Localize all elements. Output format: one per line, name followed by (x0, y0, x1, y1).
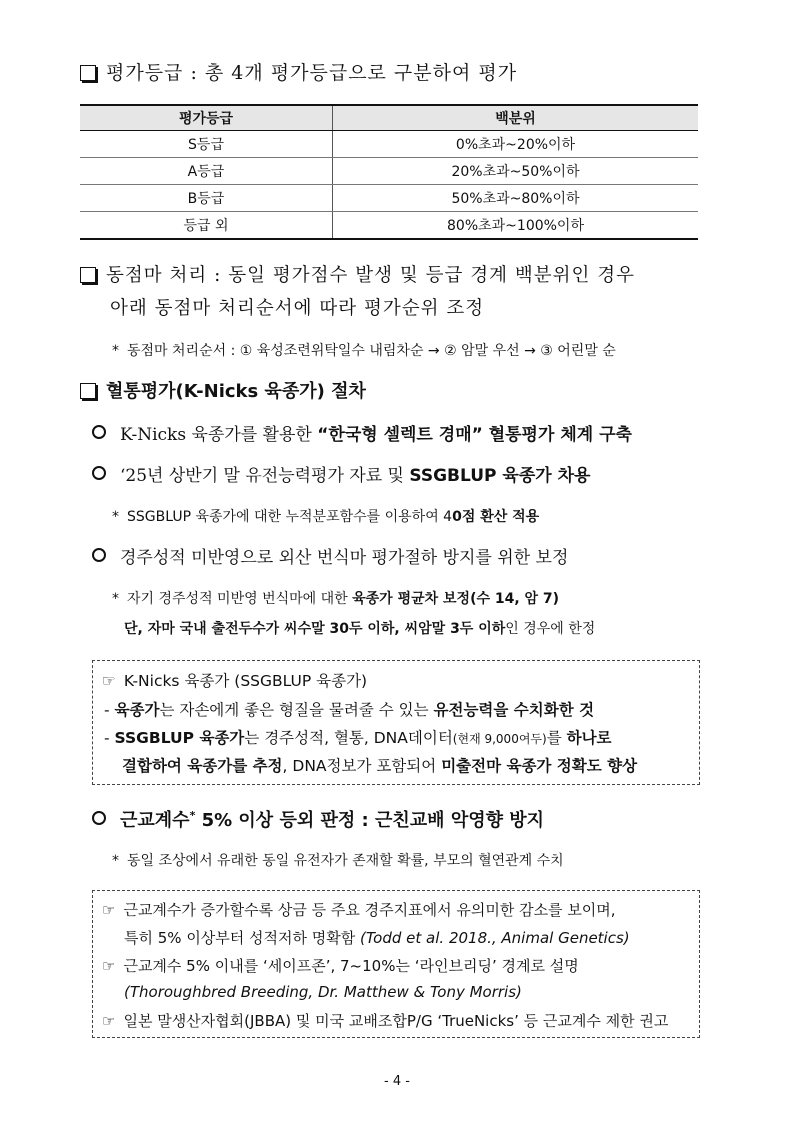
inbreeding-box-line-2 (124, 927, 630, 948)
text: 근교계수가 증가할수록 상금 등 주요 경주지표에서 유의미한 감소를 보이며, (123, 901, 616, 919)
text: 일본 말생산자협회(JBBA) 및 미국 교배조합P/G ‘TrueNicks’ 등 근교계수 제한 권고 (123, 1012, 669, 1030)
table-cell: A등급 (80, 158, 333, 185)
circle-bullet-icon (92, 548, 106, 562)
pointing-hand-icon: ☞ (102, 1012, 116, 1030)
table-row (80, 212, 698, 240)
tie-note (112, 340, 616, 360)
section-pedigree-title: 혈통평가(K-Nicks 육종가) 절차 (106, 381, 366, 402)
checkbox-bullet-icon (80, 383, 96, 399)
table-row (80, 131, 698, 158)
tie-line-1: 동점마 처리 : 동일 평가점수 발생 및 등급 경계 백분위인 경우 (106, 265, 635, 286)
item-text: K-Nicks 육종가를 활용한 (120, 425, 318, 445)
pointing-hand-icon: ☞ (102, 901, 116, 919)
pedigree-note-1 (112, 506, 539, 526)
item-emphasis: SSGBLUP 육종가 차용 (409, 466, 591, 486)
page-number: - 4 - (384, 1074, 410, 1089)
table-header: 백분위 (333, 105, 699, 131)
checkbox-bullet-icon (80, 65, 96, 81)
note-emphasis: 0점 환산 적용 (452, 509, 540, 525)
note-text: 동일 조상에서 유래한 동일 유전자가 존재할 확률, 부모의 혈연관계 수치 (127, 853, 564, 869)
knicks-box-line-1 (104, 698, 594, 720)
small-text: (현재 9,000여두) (452, 732, 547, 746)
dash-bullet: - (104, 701, 110, 719)
emphasis: 결합하여 육종가를 추정 (122, 757, 283, 775)
citation: (Todd et al. 2018., Animal Genetics) (360, 929, 630, 947)
circle-bullet-icon (92, 811, 106, 825)
note-text: SSGBLUP 육종가에 대한 누적분포함수를 이용하여 4 (127, 509, 453, 525)
section-tie-heading (80, 261, 635, 287)
pedigree-note-2-cont (124, 618, 595, 638)
table-row (80, 185, 698, 212)
heading-text: 5% 이상 등외 판정 : 근친교배 악영향 방지 (195, 810, 545, 831)
box-title-text: K-Nicks 육종가 (SSGBLUP 육종가) (123, 672, 368, 690)
circle-bullet-icon (92, 466, 106, 480)
tie-note-text: 동점마 처리순서 : ① 육성조련위탁일수 내림차순 → ② 암말 우선 → ③ 어린말 순 (127, 343, 616, 359)
inbreeding-box-line-1 (102, 899, 616, 920)
heading-text: 근교계수 (120, 810, 190, 831)
pedigree-item-2 (92, 461, 590, 486)
emphasis: SSGBLUP 육종가 (114, 729, 245, 747)
text: 특히 5% 이상부터 성적저하 명확함 (124, 929, 361, 947)
table-row (80, 158, 698, 185)
asterisk: * (112, 509, 119, 525)
table-cell: 80%초과~100%이하 (333, 212, 699, 240)
inbreeding-box-line-3 (102, 955, 579, 976)
dash-bullet: - (104, 729, 110, 747)
pedigree-item-1 (92, 420, 632, 445)
text: 를 (546, 729, 567, 747)
emphasis: 육종가 (114, 701, 160, 719)
pedigree-note-2 (112, 588, 559, 608)
note-emphasis: 육종가 평균차 보정(수 14, 암 7) (352, 591, 560, 607)
grade-table (80, 104, 698, 240)
table-cell: 20%초과~50%이하 (333, 158, 699, 185)
pedigree-item-3 (92, 543, 568, 568)
section-pedigree-heading (80, 377, 366, 403)
footnote-marker: * (189, 809, 196, 822)
note-text: 자기 경주성적 미반영 번식마에 대한 (127, 591, 353, 607)
knicks-box-line-3 (122, 754, 637, 776)
table-cell: S등급 (80, 131, 333, 158)
item-emphasis: “한국형 셀렉트 경매” 혈통평가 체계 구축 (317, 425, 632, 445)
note-text: 인 경우에 한정 (505, 621, 596, 637)
asterisk: * (112, 343, 119, 359)
citation: (Thoroughbred Breeding, Dr. Matthew & Tony Morris) (124, 983, 522, 1001)
text: , DNA정보가 포함되어 (282, 757, 442, 775)
checkbox-bullet-icon (80, 267, 96, 283)
text: 는 경주성적, 혈통, DNA데이터 (244, 729, 453, 747)
emphasis: 미출전마 육종가 정확도 향상 (441, 757, 638, 775)
item-text: ‘25년 상반기 말 유전능력평가 자료 및 (120, 466, 410, 486)
inbreeding-box-line-4 (124, 983, 522, 1001)
emphasis: 하나로 (566, 729, 612, 747)
table-header: 평가등급 (80, 105, 333, 131)
table-header-row (80, 105, 698, 131)
knicks-box-title (102, 669, 367, 691)
emphasis: 유전능력을 수치화한 것 (433, 701, 595, 719)
inbreeding-heading (92, 806, 544, 832)
text: 는 자손에게 좋은 형질을 물려줄 수 있는 (159, 701, 434, 719)
asterisk: * (112, 591, 119, 607)
text: 근교계수 5% 이내를 ‘세이프존’, 7~10%는 ‘라인브리딩’ 경계로 설명 (123, 957, 579, 975)
table-cell: 0%초과~20%이하 (333, 131, 699, 158)
table-cell: 50%초과~80%이하 (333, 185, 699, 212)
pointing-hand-icon: ☞ (102, 672, 116, 690)
pointing-hand-icon: ☞ (102, 957, 116, 975)
table-cell: 등급 외 (80, 212, 333, 240)
item-text: 경주성적 미반영으로 외산 번식마 평가절하 방지를 위한 보정 (120, 548, 569, 568)
inbreeding-box-line-5 (102, 1010, 668, 1031)
tie-line-2: 아래 동점마 처리순서에 따라 평가순위 조정 (110, 298, 485, 319)
table-cell: B등급 (80, 185, 333, 212)
inbreeding-note (112, 850, 564, 870)
asterisk: * (112, 853, 119, 869)
section-grade-title: 평가등급 : 총 4개 평가등급으로 구분하여 평가 (106, 62, 518, 84)
knicks-box-line-2 (104, 726, 612, 748)
note-emphasis: 단, 자마 국내 출전두수가 씨수말 30두 이하, 씨암말 3두 이하 (124, 621, 506, 637)
section-grade-heading (80, 58, 517, 85)
circle-bullet-icon (92, 425, 106, 439)
